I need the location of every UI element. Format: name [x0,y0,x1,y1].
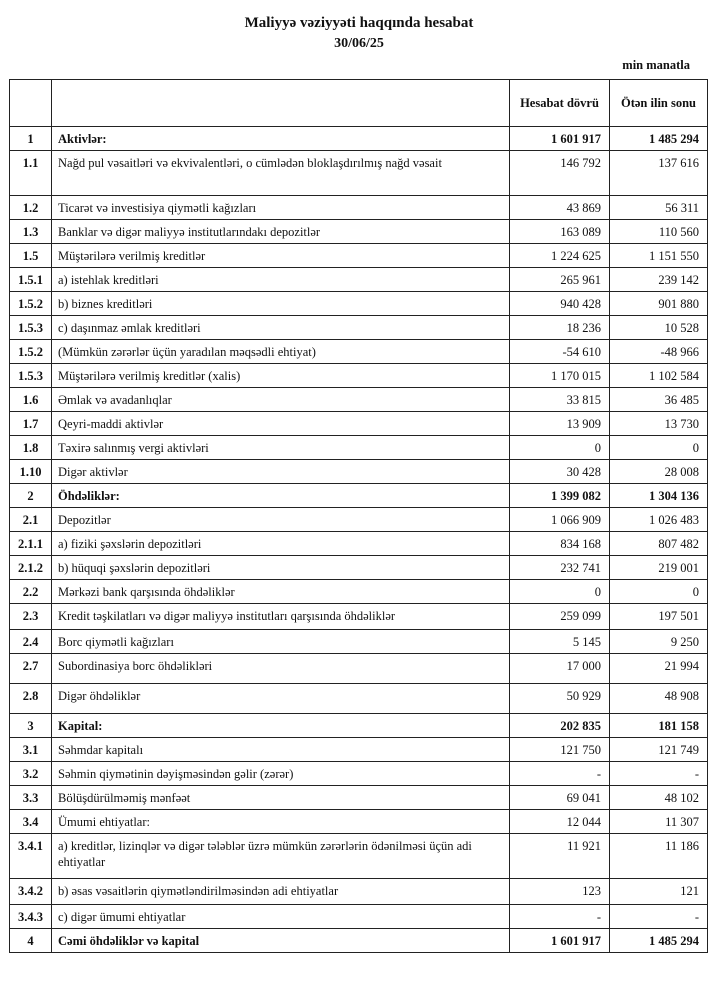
row-number: 2.1.1 [10,532,52,556]
previous-year-end-value: -48 966 [610,340,708,364]
row-label: Cəmi öhdəliklər və kapital [52,929,510,953]
current-period-value: 232 741 [510,556,610,580]
previous-year-end-value: 197 501 [610,604,708,630]
row-number: 3.2 [10,762,52,786]
previous-year-end-value: 1 102 584 [610,364,708,388]
table-row [10,580,708,604]
current-period-value: 265 961 [510,268,610,292]
row-number: 1.5.2 [10,340,52,364]
row-number: 2.1 [10,508,52,532]
previous-year-end-value: 1 485 294 [610,127,708,151]
table-row [10,292,708,316]
row-label: Digər öhdəliklər [52,684,510,714]
report-date: 30/06/25 [334,36,384,51]
current-period-value: 1 601 917 [510,929,610,953]
row-label: Ümumi ehtiyatlar: [52,810,510,834]
table-row [10,196,708,220]
row-number: 3.4.1 [10,834,52,879]
current-period-value: 1 399 082 [510,484,610,508]
current-period-value: 1 601 917 [510,127,610,151]
table-row [10,364,708,388]
row-label: Əmlak və avadanlıqlar [52,388,510,412]
previous-year-end-value: 36 485 [610,388,708,412]
current-period-value: 12 044 [510,810,610,834]
row-number: 1.5.3 [10,364,52,388]
row-label: b) biznes kreditləri [52,292,510,316]
current-period-value: 1 066 909 [510,508,610,532]
row-number: 3.4 [10,810,52,834]
previous-year-end-value: 28 008 [610,460,708,484]
row-label: Banklar və digər maliyyə institutlarındakı depozitlər [52,220,510,244]
current-period-value: 43 869 [510,196,610,220]
table-row [10,654,708,684]
row-label: Səhmin qiymətinin dəyişməsindən gəlir (zərər) [52,762,510,786]
header-current-period: Hesabat dövrü [510,80,610,127]
row-number: 1.5.2 [10,292,52,316]
previous-year-end-value: 239 142 [610,268,708,292]
current-period-value: 17 000 [510,654,610,684]
previous-year-end-value: 110 560 [610,220,708,244]
table-row [10,810,708,834]
previous-year-end-value: 48 908 [610,684,708,714]
previous-year-end-value: 1 304 136 [610,484,708,508]
previous-year-end-value: 10 528 [610,316,708,340]
current-period-value: 202 835 [510,714,610,738]
row-label: Nağd pul vəsaitləri və ekvivalentləri, o cümlədən bloklaşdırılmış nağd vəsait [52,151,510,196]
row-number: 3.4.3 [10,905,52,929]
previous-year-end-value: 1 485 294 [610,929,708,953]
header-previous-year-end: Ötən ilin sonu [610,80,708,127]
current-period-value: 1 224 625 [510,244,610,268]
current-period-value: 33 815 [510,388,610,412]
previous-year-end-value: 137 616 [610,151,708,196]
previous-year-end-value: 9 250 [610,630,708,654]
previous-year-end-value: 1 026 483 [610,508,708,532]
row-number: 2.3 [10,604,52,630]
previous-year-end-value: 807 482 [610,532,708,556]
table-row [10,879,708,905]
row-number: 1.10 [10,460,52,484]
row-number: 1 [10,127,52,151]
row-label: Səhmdar kapitalı [52,738,510,762]
row-number: 1.8 [10,436,52,460]
row-label: Subordinasiya borc öhdəlikləri [52,654,510,684]
table-row [10,412,708,436]
row-number: 3 [10,714,52,738]
row-number: 1.7 [10,412,52,436]
previous-year-end-value: 13 730 [610,412,708,436]
previous-year-end-value: - [610,762,708,786]
header-number [10,80,52,127]
row-label: Təxirə salınmış vergi aktivləri [52,436,510,460]
table-row [10,316,708,340]
row-label: a) kreditlər, lizinqlər və digər tələblər üzrə mümkün zərərlərin ödənilməsi üçün adi ehtiyatlar [52,834,510,879]
row-label: a) fiziki şəxslərin depozitləri [52,532,510,556]
table-row [10,436,708,460]
row-label: Öhdəliklər: [52,484,510,508]
table-row [10,604,708,630]
previous-year-end-value: 901 880 [610,292,708,316]
row-number: 2.8 [10,684,52,714]
row-number: 1.6 [10,388,52,412]
current-period-value: 1 170 015 [510,364,610,388]
previous-year-end-value: 121 749 [610,738,708,762]
table-row [10,244,708,268]
current-period-value: 5 145 [510,630,610,654]
previous-year-end-value: 11 307 [610,810,708,834]
table-row [10,905,708,929]
previous-year-end-value: 11 186 [610,834,708,879]
table-row [10,268,708,292]
row-label: Müştərilərə verilmiş kreditlər [52,244,510,268]
table-row [10,460,708,484]
table-row [10,834,708,879]
current-period-value: -54 610 [510,340,610,364]
table-row [10,484,708,508]
row-number: 2.1.2 [10,556,52,580]
table-row [10,508,708,532]
table-row [10,762,708,786]
row-number: 2.2 [10,580,52,604]
row-number: 1.1 [10,151,52,196]
table-row [10,532,708,556]
previous-year-end-value: 219 001 [610,556,708,580]
previous-year-end-value: 21 994 [610,654,708,684]
current-period-value: 259 099 [510,604,610,630]
current-period-value: 13 909 [510,412,610,436]
table-row [10,738,708,762]
row-number: 4 [10,929,52,953]
row-label: Müştərilərə verilmiş kreditlər (xalis) [52,364,510,388]
current-period-value: 50 929 [510,684,610,714]
table-row [10,151,708,196]
table-row [10,388,708,412]
current-period-value: 0 [510,580,610,604]
table-row [10,684,708,714]
current-period-value: 30 428 [510,460,610,484]
table-row [10,786,708,810]
previous-year-end-value: - [610,905,708,929]
current-period-value: - [510,905,610,929]
row-number: 2.4 [10,630,52,654]
current-period-value: 121 750 [510,738,610,762]
current-period-value: 146 792 [510,151,610,196]
row-label: Kredit təşkilatları və digər maliyyə institutları qarşısında öhdəliklər [52,604,510,630]
row-label: b) hüquqi şəxslərin depozitləri [52,556,510,580]
balance-sheet-table [9,79,708,953]
row-label: Mərkəzi bank qarşısında öhdəliklər [52,580,510,604]
row-label: Depozitlər [52,508,510,532]
report-title: Maliyyə vəziyyəti haqqında hesabat [244,15,474,31]
row-label: Digər aktivlər [52,460,510,484]
row-label: Aktivlər: [52,127,510,151]
row-number: 2.7 [10,654,52,684]
table-row [10,340,708,364]
table-row [10,127,708,151]
row-number: 3.1 [10,738,52,762]
previous-year-end-value: 0 [610,580,708,604]
table-row [10,714,708,738]
row-label: Kapital: [52,714,510,738]
row-number: 1.5.1 [10,268,52,292]
table-body [10,127,708,953]
previous-year-end-value: 181 158 [610,714,708,738]
row-number: 3.3 [10,786,52,810]
previous-year-end-value: 1 151 550 [610,244,708,268]
row-label: Qeyri-maddi aktivlər [52,412,510,436]
previous-year-end-value: 121 [610,879,708,905]
current-period-value: 940 428 [510,292,610,316]
current-period-value: 69 041 [510,786,610,810]
row-label: (Mümkün zərərlər üçün yaradılan məqsədli ehtiyat) [52,340,510,364]
row-label: Ticarət və investisiya qiymətli kağızları [52,196,510,220]
current-period-value: - [510,762,610,786]
table-row [10,929,708,953]
row-number: 3.4.2 [10,879,52,905]
row-label: c) digər ümumi ehtiyatlar [52,905,510,929]
row-number: 1.3 [10,220,52,244]
table-row [10,220,708,244]
current-period-value: 163 089 [510,220,610,244]
header-item [52,80,510,127]
row-number: 1.5 [10,244,52,268]
table-row [10,630,708,654]
row-label: a) istehlak kreditləri [52,268,510,292]
row-number: 1.2 [10,196,52,220]
table-row [10,556,708,580]
current-period-value: 18 236 [510,316,610,340]
row-label: Bölüşdürülməmiş mənfəət [52,786,510,810]
row-label: b) əsas vəsaitlərin qiymətləndirilməsindən adi ehtiyatlar [52,879,510,905]
row-label: c) daşınmaz əmlak kreditləri [52,316,510,340]
current-period-value: 834 168 [510,532,610,556]
previous-year-end-value: 0 [610,436,708,460]
row-label: Borc qiymətli kağızları [52,630,510,654]
table-header-row [10,80,708,127]
current-period-value: 0 [510,436,610,460]
current-period-value: 11 921 [510,834,610,879]
current-period-value: 123 [510,879,610,905]
row-number: 2 [10,484,52,508]
row-number: 1.5.3 [10,316,52,340]
previous-year-end-value: 56 311 [610,196,708,220]
previous-year-end-value: 48 102 [610,786,708,810]
currency-unit: min manatla [622,58,690,72]
